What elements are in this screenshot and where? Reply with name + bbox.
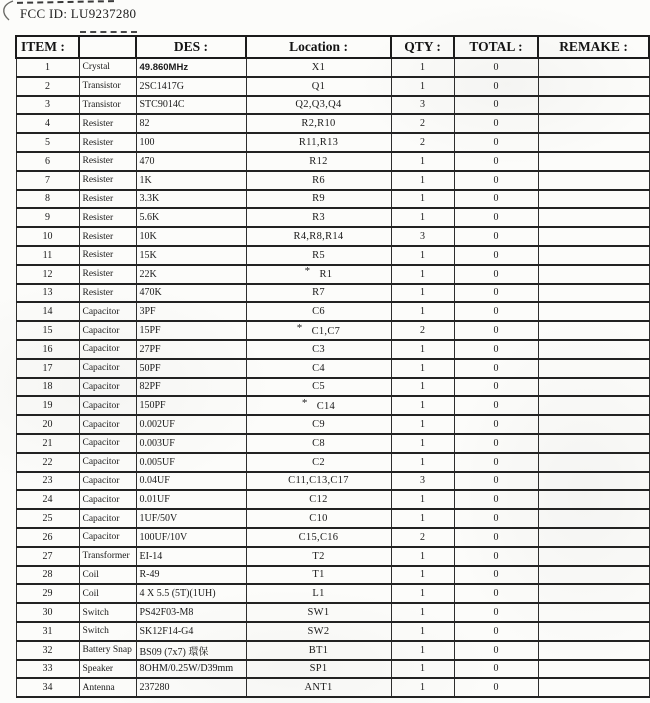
table-row <box>16 584 649 603</box>
part-des-cell: 0.005UF <box>136 453 246 472</box>
item-number-cell: 34 <box>16 678 79 697</box>
part-total-cell: 0 <box>454 660 538 679</box>
part-remake-cell <box>538 340 649 359</box>
table-row <box>16 566 649 585</box>
part-type-cell: Capacitor <box>79 415 136 434</box>
part-remake-cell <box>538 528 649 547</box>
part-qty-cell: 1 <box>391 490 454 509</box>
part-remake-cell <box>538 96 649 115</box>
part-total-cell: 0 <box>454 641 538 660</box>
part-location-cell: C10 <box>246 509 391 528</box>
part-type-cell: Resister <box>79 208 136 227</box>
part-remake-cell <box>538 566 649 585</box>
part-location-cell: Q2,Q3,Q4 <box>246 96 391 115</box>
part-location-cell: SP1 <box>246 660 391 679</box>
part-remake-cell <box>538 490 649 509</box>
part-remake-cell <box>538 265 649 284</box>
part-des-cell: 15PF <box>136 321 246 340</box>
part-location-cell: R2,R10 <box>246 114 391 133</box>
part-remake-cell <box>538 208 649 227</box>
part-qty-cell: 1 <box>391 641 454 660</box>
item-number-cell: 6 <box>16 152 79 171</box>
part-des-cell: 10K <box>136 227 246 246</box>
part-qty-cell: 1 <box>391 509 454 528</box>
part-type-cell: Capacitor <box>79 340 136 359</box>
part-type-cell: Coil <box>79 584 136 603</box>
part-type-cell: Resister <box>79 246 136 265</box>
part-location-cell: Q1 <box>246 77 391 96</box>
part-qty-cell: 2 <box>391 528 454 547</box>
part-location-cell: C11,C13,C17 <box>246 472 391 491</box>
item-number-cell: 15 <box>16 321 79 340</box>
item-number-cell: 17 <box>16 359 79 378</box>
part-remake-cell <box>538 133 649 152</box>
part-type-cell: Resister <box>79 171 136 190</box>
part-des-cell: 470 <box>136 152 246 171</box>
part-qty-cell: 1 <box>391 678 454 697</box>
part-location-cell: C5 <box>246 378 391 397</box>
asterisk-mark: * <box>301 396 308 409</box>
part-qty-cell: 1 <box>391 340 454 359</box>
part-remake-cell <box>538 378 649 397</box>
part-des-cell: SK12F14-G4 <box>136 622 246 641</box>
part-remake-cell <box>538 622 649 641</box>
table-row <box>16 453 649 472</box>
table-row <box>16 171 649 190</box>
part-total-cell: 0 <box>454 378 538 397</box>
part-total-cell: 0 <box>454 434 538 453</box>
part-qty-cell: 3 <box>391 227 454 246</box>
table-row <box>16 678 649 697</box>
fcc-id-label: FCC ID: LU9237280 <box>20 6 137 21</box>
part-location-cell: R6 <box>246 171 391 190</box>
part-location-cell: T2 <box>246 547 391 566</box>
item-number-cell: 22 <box>16 453 79 472</box>
part-des-cell: 0.01UF <box>136 490 246 509</box>
part-des-cell: 1K <box>136 171 246 190</box>
part-type-cell: Resister <box>79 190 136 209</box>
part-des-cell: 8OHM/0.25W/D39mm <box>136 660 246 679</box>
item-number-cell: 13 <box>16 284 79 303</box>
part-des-cell: 100UF/10V <box>136 528 246 547</box>
part-qty-cell: 1 <box>391 566 454 585</box>
part-location-cell: R11,R13 <box>246 133 391 152</box>
item-number-cell: 4 <box>16 114 79 133</box>
item-number-cell: 20 <box>16 415 79 434</box>
part-remake-cell <box>538 302 649 321</box>
part-total-cell: 0 <box>454 603 538 622</box>
part-qty-cell: 1 <box>391 284 454 303</box>
part-total-cell: 0 <box>454 171 538 190</box>
part-total-cell: 0 <box>454 622 538 641</box>
part-qty-cell: 1 <box>391 152 454 171</box>
part-location-cell: T1 <box>246 566 391 585</box>
part-type-cell: Antenna <box>79 678 136 697</box>
item-number-cell: 8 <box>16 190 79 209</box>
table-row <box>16 265 649 284</box>
item-number-cell: 10 <box>16 227 79 246</box>
item-number-cell: 21 <box>16 434 79 453</box>
part-remake-cell <box>538 603 649 622</box>
table-row <box>16 321 649 340</box>
scan-artifact-corner-mark <box>0 0 16 22</box>
part-location-cell: SW2 <box>246 622 391 641</box>
part-remake-cell <box>538 114 649 133</box>
part-qty-cell: 1 <box>391 622 454 641</box>
table-row <box>16 603 649 622</box>
part-location-cell: C12 <box>246 490 391 509</box>
part-des-cell: 3.3K <box>136 190 246 209</box>
part-type-cell: Capacitor <box>79 396 136 415</box>
part-total-cell: 0 <box>454 77 538 96</box>
part-total-cell: 0 <box>454 528 538 547</box>
item-number-cell: 25 <box>16 509 79 528</box>
part-qty-cell: 1 <box>391 396 454 415</box>
part-type-cell: Capacitor <box>79 509 136 528</box>
part-type-cell: Switch <box>79 622 136 641</box>
table-row <box>16 114 649 133</box>
column-header-blank <box>79 36 136 58</box>
table-row <box>16 58 649 77</box>
scan-artifact-dashed-line-top <box>17 0 114 4</box>
part-total-cell: 0 <box>454 472 538 491</box>
part-location-cell: C3 <box>246 340 391 359</box>
table-row <box>16 96 649 115</box>
part-location-cell: SW1 <box>246 603 391 622</box>
part-qty-cell: 1 <box>391 453 454 472</box>
part-qty-cell: 1 <box>391 415 454 434</box>
table-row <box>16 641 649 660</box>
part-des-cell: 22K <box>136 265 246 284</box>
part-location-cell: L1 <box>246 584 391 603</box>
part-remake-cell <box>538 509 649 528</box>
part-qty-cell: 2 <box>391 114 454 133</box>
part-location-cell: R5 <box>246 246 391 265</box>
item-number-cell: 23 <box>16 472 79 491</box>
column-header-item: ITEM : <box>16 36 79 58</box>
table-row <box>16 227 649 246</box>
part-type-cell: Transformer <box>79 547 136 566</box>
table-row <box>16 434 649 453</box>
part-total-cell: 0 <box>454 190 538 209</box>
part-qty-cell: 1 <box>391 77 454 96</box>
part-des-cell: 150PF <box>136 396 246 415</box>
part-total-cell: 0 <box>454 321 538 340</box>
part-type-cell: Resister <box>79 133 136 152</box>
part-type-cell: Capacitor <box>79 321 136 340</box>
table-row <box>16 472 649 491</box>
part-type-cell: Coil <box>79 566 136 585</box>
table-row <box>16 152 649 171</box>
part-des-cell: 470K <box>136 284 246 303</box>
part-des-cell: 15K <box>136 246 246 265</box>
part-remake-cell <box>538 246 649 265</box>
part-total-cell: 0 <box>454 396 538 415</box>
column-header-total: TOTAL : <box>454 36 538 58</box>
part-total-cell: 0 <box>454 678 538 697</box>
part-total-cell: 0 <box>454 302 538 321</box>
part-des-cell: 0.002UF <box>136 415 246 434</box>
parts-table <box>15 35 650 698</box>
item-number-cell: 33 <box>16 660 79 679</box>
part-des-cell: 2SC1417G <box>136 77 246 96</box>
part-total-cell: 0 <box>454 359 538 378</box>
part-type-cell: Capacitor <box>79 528 136 547</box>
item-number-cell: 19 <box>16 396 79 415</box>
column-header-location: Location : <box>246 36 391 58</box>
part-total-cell: 0 <box>454 584 538 603</box>
part-location-cell: R3 <box>246 208 391 227</box>
part-qty-cell: 1 <box>391 547 454 566</box>
part-des-cell: 4 X 5.5 (5T)(1UH) <box>136 584 246 603</box>
item-number-cell: 3 <box>16 96 79 115</box>
part-total-cell: 0 <box>454 227 538 246</box>
part-location-cell: R12 <box>246 152 391 171</box>
part-remake-cell <box>538 190 649 209</box>
part-qty-cell: 1 <box>391 171 454 190</box>
part-type-cell: Resister <box>79 114 136 133</box>
part-des-cell: 49.860MHz <box>136 58 246 77</box>
part-des-cell: 0.003UF <box>136 434 246 453</box>
part-remake-cell <box>538 359 649 378</box>
part-location-cell: C2 <box>246 453 391 472</box>
part-total-cell: 0 <box>454 265 538 284</box>
part-location-cell: R9 <box>246 190 391 209</box>
table-row <box>16 284 649 303</box>
part-total-cell: 0 <box>454 509 538 528</box>
part-qty-cell: 1 <box>391 265 454 284</box>
part-type-cell: Capacitor <box>79 472 136 491</box>
part-total-cell: 0 <box>454 284 538 303</box>
part-qty-cell: 1 <box>391 190 454 209</box>
part-qty-cell: 1 <box>391 660 454 679</box>
item-number-cell: 11 <box>16 246 79 265</box>
part-des-cell: 82 <box>136 114 246 133</box>
part-total-cell: 0 <box>454 133 538 152</box>
table-row <box>16 396 649 415</box>
item-number-cell: 31 <box>16 622 79 641</box>
part-remake-cell <box>538 227 649 246</box>
table-row <box>16 208 649 227</box>
part-remake-cell <box>538 472 649 491</box>
part-remake-cell <box>538 396 649 415</box>
part-location-cell: R4,R8,R14 <box>246 227 391 246</box>
part-remake-cell <box>538 321 649 340</box>
part-qty-cell: 1 <box>391 378 454 397</box>
part-total-cell: 0 <box>454 152 538 171</box>
part-location-cell: C15,C16 <box>246 528 391 547</box>
part-location-cell: C9 <box>246 415 391 434</box>
part-type-cell: Capacitor <box>79 378 136 397</box>
part-qty-cell: 1 <box>391 434 454 453</box>
part-remake-cell <box>538 171 649 190</box>
item-number-cell: 14 <box>16 302 79 321</box>
part-total-cell: 0 <box>454 490 538 509</box>
part-type-cell: Resister <box>79 284 136 303</box>
table-row <box>16 302 649 321</box>
part-qty-cell: 1 <box>391 58 454 77</box>
part-des-cell: 82PF <box>136 378 246 397</box>
part-location-cell: * R1 <box>246 265 391 284</box>
part-type-cell: Capacitor <box>79 434 136 453</box>
part-total-cell: 0 <box>454 453 538 472</box>
part-location-cell: X1 <box>246 58 391 77</box>
part-remake-cell <box>538 660 649 679</box>
item-number-cell: 5 <box>16 133 79 152</box>
item-number-cell: 26 <box>16 528 79 547</box>
part-total-cell: 0 <box>454 547 538 566</box>
table-row <box>16 359 649 378</box>
part-qty-cell: 2 <box>391 321 454 340</box>
table-row <box>16 133 649 152</box>
part-des-cell: 27PF <box>136 340 246 359</box>
part-location-cell: * C1,C7 <box>246 321 391 340</box>
part-qty-cell: 3 <box>391 472 454 491</box>
part-type-cell: Resister <box>79 152 136 171</box>
item-number-cell: 1 <box>16 58 79 77</box>
part-des-cell: R-49 <box>136 566 246 585</box>
table-row <box>16 490 649 509</box>
part-des-cell: EI-14 <box>136 547 246 566</box>
item-number-cell: 18 <box>16 378 79 397</box>
part-qty-cell: 1 <box>391 302 454 321</box>
table-row <box>16 547 649 566</box>
part-qty-cell: 1 <box>391 246 454 265</box>
part-type-cell: Capacitor <box>79 302 136 321</box>
item-number-cell: 16 <box>16 340 79 359</box>
part-des-cell: 237280 <box>136 678 246 697</box>
part-type-cell: Resister <box>79 265 136 284</box>
parts-table-body <box>16 58 649 697</box>
part-qty-cell: 3 <box>391 96 454 115</box>
table-row <box>16 190 649 209</box>
part-location-cell: C6 <box>246 302 391 321</box>
item-number-cell: 2 <box>16 77 79 96</box>
table-row <box>16 246 649 265</box>
part-remake-cell <box>538 641 649 660</box>
part-type-cell: Resister <box>79 227 136 246</box>
part-qty-cell: 1 <box>391 359 454 378</box>
part-des-cell: 1UF/50V <box>136 509 246 528</box>
part-type-cell: Capacitor <box>79 359 136 378</box>
part-location-cell: C4 <box>246 359 391 378</box>
item-number-cell: 24 <box>16 490 79 509</box>
part-total-cell: 0 <box>454 246 538 265</box>
asterisk-mark: * <box>296 321 303 334</box>
column-header-remake: REMAKE : <box>538 36 649 58</box>
part-total-cell: 0 <box>454 96 538 115</box>
item-number-cell: 12 <box>16 265 79 284</box>
column-header-des: DES : <box>136 36 246 58</box>
item-number-cell: 32 <box>16 641 79 660</box>
part-type-cell: Crystal <box>79 58 136 77</box>
table-row <box>16 660 649 679</box>
part-remake-cell <box>538 58 649 77</box>
table-row <box>16 528 649 547</box>
part-total-cell: 0 <box>454 415 538 434</box>
item-number-cell: 30 <box>16 603 79 622</box>
column-header-qty: QTY : <box>391 36 454 58</box>
part-des-cell: 50PF <box>136 359 246 378</box>
part-remake-cell <box>538 453 649 472</box>
table-row <box>16 77 649 96</box>
table-row <box>16 622 649 641</box>
part-total-cell: 0 <box>454 58 538 77</box>
part-total-cell: 0 <box>454 340 538 359</box>
table-row <box>16 340 649 359</box>
item-number-cell: 9 <box>16 208 79 227</box>
part-location-cell: R7 <box>246 284 391 303</box>
part-location-cell: BT1 <box>246 641 391 660</box>
part-type-cell: Switch <box>79 603 136 622</box>
part-location-cell: ANT1 <box>246 678 391 697</box>
part-remake-cell <box>538 678 649 697</box>
part-remake-cell <box>538 584 649 603</box>
part-type-cell: Transistor <box>79 77 136 96</box>
item-number-cell: 28 <box>16 566 79 585</box>
part-qty-cell: 2 <box>391 133 454 152</box>
part-qty-cell: 1 <box>391 603 454 622</box>
part-des-cell: STC9014C <box>136 96 246 115</box>
table-row <box>16 415 649 434</box>
part-des-cell: 5.6K <box>136 208 246 227</box>
part-total-cell: 0 <box>454 566 538 585</box>
part-type-cell: Capacitor <box>79 453 136 472</box>
part-type-cell: Battery Snap <box>79 641 136 660</box>
part-remake-cell <box>538 152 649 171</box>
item-number-cell: 27 <box>16 547 79 566</box>
item-number-cell: 29 <box>16 584 79 603</box>
part-des-cell: 0.04UF <box>136 472 246 491</box>
part-des-cell: PS42F03-M8 <box>136 603 246 622</box>
table-header-row <box>16 36 649 58</box>
asterisk-mark: * <box>304 265 311 278</box>
part-total-cell: 0 <box>454 114 538 133</box>
part-des-cell: 3PF <box>136 302 246 321</box>
part-type-cell: Speaker <box>79 660 136 679</box>
part-remake-cell <box>538 415 649 434</box>
part-type-cell: Capacitor <box>79 490 136 509</box>
part-location-cell: * C14 <box>246 396 391 415</box>
part-location-cell: C8 <box>246 434 391 453</box>
part-des-cell: BS09 (7x7) 環保 <box>136 641 246 660</box>
part-des-cell: 100 <box>136 133 246 152</box>
part-remake-cell <box>538 434 649 453</box>
table-row <box>16 378 649 397</box>
part-qty-cell: 1 <box>391 208 454 227</box>
part-remake-cell <box>538 284 649 303</box>
scan-artifact-dashed-line-header <box>80 31 137 33</box>
table-row <box>16 509 649 528</box>
part-remake-cell <box>538 77 649 96</box>
part-qty-cell: 1 <box>391 584 454 603</box>
part-type-cell: Transistor <box>79 96 136 115</box>
part-total-cell: 0 <box>454 208 538 227</box>
part-remake-cell <box>538 547 649 566</box>
item-number-cell: 7 <box>16 171 79 190</box>
